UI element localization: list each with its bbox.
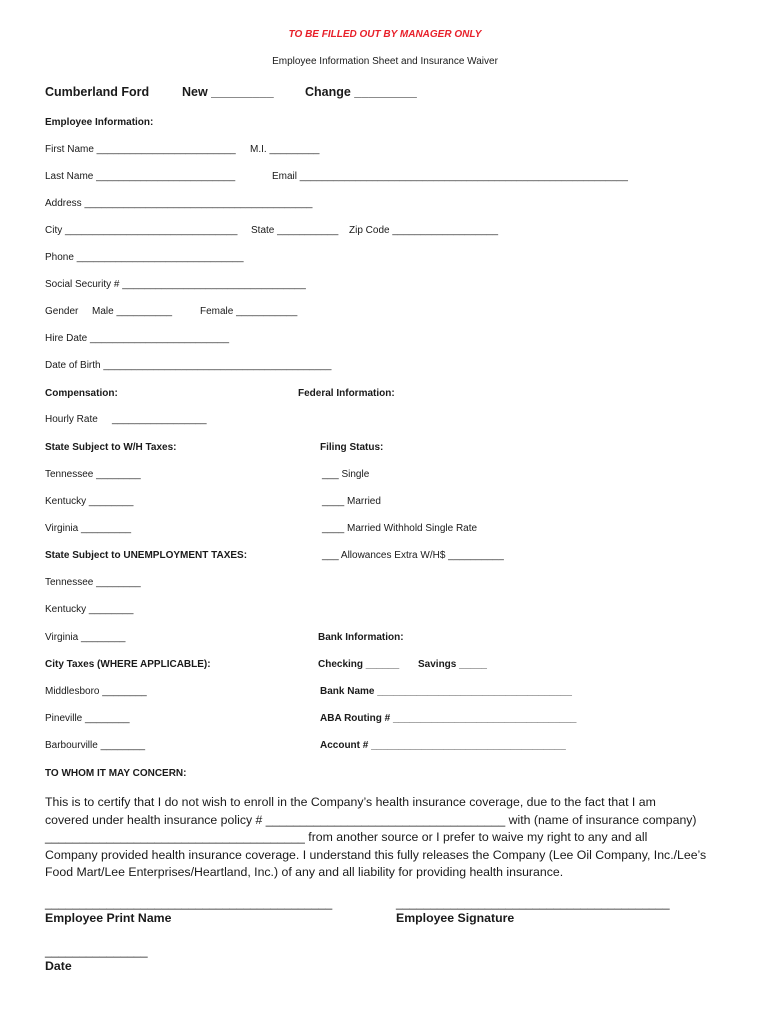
gender-male-field[interactable]: Male __________ <box>92 306 173 317</box>
hire-date-field[interactable]: Hire Date _________________________ <box>45 333 230 344</box>
unemp-kentucky-field[interactable]: Kentucky ________ <box>45 604 134 615</box>
city-taxes-label: City Taxes (WHERE APPLICABLE): <box>45 659 211 670</box>
gender-female-field[interactable]: Female ___________ <box>200 306 298 317</box>
state-wh-taxes-label: State Subject to W/H Taxes: <box>45 442 177 453</box>
filing-single-field[interactable]: ___ Single <box>322 469 370 480</box>
filing-status-label: Filing Status: <box>320 442 384 453</box>
employee-print-name-label: Employee Print Name <box>45 911 172 925</box>
date-label: Date <box>45 959 72 973</box>
account-number-field[interactable]: Account # ___________________________________ <box>320 740 566 751</box>
gender-label: Gender <box>45 306 79 317</box>
employee-signature-label: Employee Signature <box>396 911 515 925</box>
waiver-line-4: Company provided health insurance coverage. I understand this fully releases the Company (Lee Oil Company, Inc./Lee’s <box>45 847 707 862</box>
waiver-line-3[interactable]: ______________________________________ from another source or I prefer to waive my right to any and all <box>45 830 648 844</box>
pineville-field[interactable]: Pineville ________ <box>45 713 130 724</box>
first-name-field[interactable]: First Name _________________________ <box>45 144 236 155</box>
bank-info-label: Bank Information: <box>318 632 404 643</box>
wh-tennessee-field[interactable]: Tennessee ________ <box>45 469 141 480</box>
barbourville-field[interactable]: Barbourville ________ <box>45 740 146 751</box>
wh-kentucky-field[interactable]: Kentucky ________ <box>45 496 134 507</box>
middle-initial-field[interactable]: M.I. _________ <box>250 144 320 155</box>
employee-info-label: Employee Information: <box>45 117 154 128</box>
new-field[interactable]: New _________ <box>182 85 274 99</box>
hourly-rate-field[interactable]: _________________ <box>112 414 207 425</box>
form-title: Employee Information Sheet and Insurance Waiver <box>272 56 498 67</box>
bank-name-field[interactable]: Bank Name ___________________________________ <box>320 686 572 697</box>
state-field[interactable]: State ___________ <box>251 225 339 236</box>
unemp-tennessee-field[interactable]: Tennessee ________ <box>45 577 141 588</box>
filing-married-field[interactable]: ____ Married <box>322 496 381 507</box>
manager-only-notice: TO BE FILLED OUT BY MANAGER ONLY <box>288 29 482 40</box>
wh-virginia-field[interactable]: Virginia _________ <box>45 523 132 534</box>
unemp-virginia-field[interactable]: Virginia ________ <box>45 632 126 643</box>
company-name: Cumberland Ford <box>45 85 150 99</box>
ssn-field[interactable]: Social Security # _________________________________ <box>45 279 306 290</box>
federal-info-label: Federal Information: <box>298 388 395 399</box>
employee-signature-line[interactable]: ________________________________________ <box>396 896 670 910</box>
address-field[interactable]: Address _________________________________________ <box>45 198 313 209</box>
waiver-line-1: This is to certify that I do not wish to enroll in the Company’s health insurance coverage, due to the fact that I am <box>45 795 656 809</box>
zip-code-field[interactable]: Zip Code ___________________ <box>349 225 499 236</box>
waiver-paragraph <box>45 794 735 882</box>
change-field[interactable]: Change _________ <box>305 85 417 99</box>
waiver-line-2[interactable]: covered under health insurance policy # ___________________________________ with (name of insurance company) <box>45 812 697 827</box>
compensation-label: Compensation: <box>45 388 118 399</box>
aba-routing-field[interactable]: ABA Routing # _________________________________ <box>320 713 577 724</box>
phone-field[interactable]: Phone ______________________________ <box>45 252 244 263</box>
last-name-field[interactable]: Last Name _________________________ <box>45 171 236 182</box>
checking-field[interactable]: Checking ______ <box>318 659 400 670</box>
middlesboro-field[interactable]: Middlesboro ________ <box>45 686 147 697</box>
allowances-field[interactable]: ___ Allowances Extra W/H$ __________ <box>322 550 504 561</box>
city-field[interactable]: City _______________________________ <box>45 225 238 236</box>
state-unemployment-label: State Subject to UNEMPLOYMENT TAXES: <box>45 550 248 561</box>
filing-married-withhold-field[interactable]: ____ Married Withhold Single Rate <box>322 523 478 534</box>
email-field[interactable]: Email ___________________________________________________________ <box>272 171 628 182</box>
waiver-line-5: Food Mart/Lee Enterprises/Heartland, Inc.) of any and all liability for providing health insurance. <box>45 865 564 879</box>
hourly-rate-label: Hourly Rate <box>45 414 98 425</box>
employee-print-name-line[interactable]: __________________________________________ <box>45 896 333 910</box>
savings-field[interactable]: Savings _____ <box>418 659 487 670</box>
date-line[interactable]: _______________ <box>45 944 148 958</box>
date-of-birth-field[interactable]: Date of Birth _________________________________________ <box>45 360 332 371</box>
to-whom-heading: TO WHOM IT MAY CONCERN: <box>45 768 187 779</box>
